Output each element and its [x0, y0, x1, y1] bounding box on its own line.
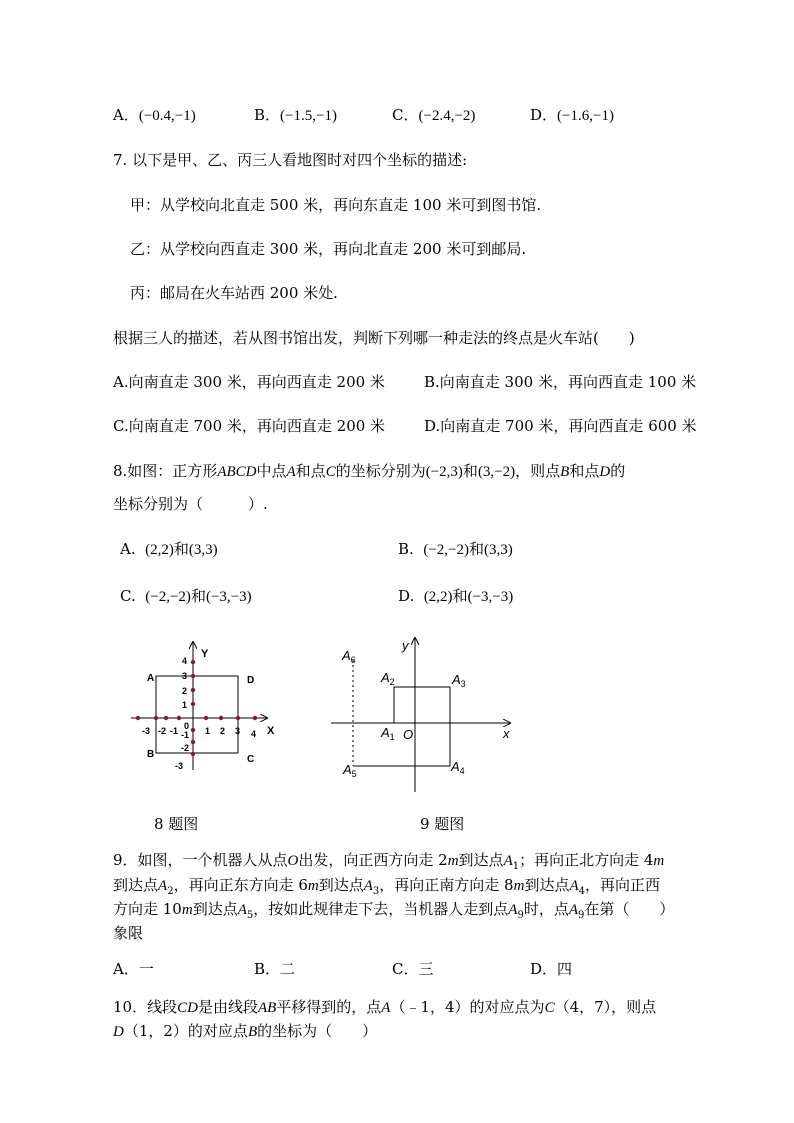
- q7-option-b: B.向南直走 300 米，再向西直走 100 米: [424, 373, 697, 391]
- fig8-caption: 8 题图: [154, 815, 199, 833]
- fig8-xtick: 4: [251, 729, 257, 739]
- q9-option-a: A．一: [113, 960, 154, 978]
- fig8-corner-b: B: [147, 749, 155, 760]
- q9-stem-line3: 方向走 10m到达点$A_5$，按如此规律走下去，当机器人走到点$A_9$时，点$A_9$在第（ ）: [113, 900, 675, 921]
- q10-stem-line2: D（1，2）的对应点B的坐标为（ ）: [113, 1022, 378, 1040]
- fig9-point-a3: $A_3$: [452, 672, 466, 689]
- fig9-point-a5: $A_5$: [343, 762, 357, 779]
- q10-stem-line1: 10．线段CD是由线段AB平移得到的，点A（﹣1，4）的对应点为C（4，7），则点: [113, 998, 657, 1016]
- fig8-x-label: X: [267, 725, 275, 737]
- q6-option-c: C．(−2.4,−2): [392, 106, 476, 124]
- q7-option-a: A.向南直走 300 米，再向西直走 200 米: [113, 373, 385, 391]
- fig8-xtick: -1: [170, 726, 179, 736]
- q9-option-c: C．三: [392, 960, 434, 978]
- q6-option-b: B．(−1.5,−1): [254, 106, 337, 124]
- fig9-point-a6: $A_6$: [342, 648, 356, 665]
- q9-option-d: D．四: [530, 960, 573, 978]
- fig8-xtick: -3: [142, 726, 151, 736]
- q8-stem-line1: 8.如图：正方形ABCD中点A和点C的坐标分别为(−2,3)和(3,−2)，则点B和点D的: [113, 462, 626, 480]
- fig9-x-label: x: [503, 726, 510, 741]
- q6-option-d: D．(−1.6,−1): [530, 106, 614, 124]
- fig8-corner-a: A: [147, 673, 155, 684]
- q8-option-b: B. (−2,−2)和(3,3): [398, 540, 513, 558]
- q9-option-b: B．二: [254, 960, 296, 978]
- fig8-xtick: 1: [205, 726, 211, 736]
- q7-option-d: D.向南直走 700 米，再向西直走 600 米: [424, 417, 697, 435]
- q8-option-c: C. (−2,−2)和(−3,−3): [120, 587, 252, 605]
- q9-stem-line4: 象限: [113, 924, 144, 942]
- fig8-ytick: 2: [182, 686, 188, 696]
- q7-question: 根据三人的描述，若从图书馆出发，判断下列哪一种走法的终点是火车站( ): [113, 329, 635, 347]
- fig8-ytick: 3: [182, 671, 188, 681]
- fig8-ytick: -3: [175, 761, 184, 771]
- fig8-y-label: Y: [201, 648, 209, 660]
- fig9-point-a2: $A_2$: [381, 670, 395, 687]
- fig9-robot-path: [353, 687, 450, 766]
- fig8-ytick: 4: [182, 656, 188, 666]
- figure-8: [125, 630, 285, 780]
- q9-stem-line2: 到达点$A_2$，再向正东方向走 6m到达点$A_3$，再向正南方向走 8m到达点$A_4$，再向正西: [113, 876, 661, 897]
- q8-stem-line2: 坐标分别为（ ）.: [113, 495, 268, 513]
- q7-statement-jia: 甲：从学校向北直走 500 米，再向东直走 100 米可到图书馆.: [130, 196, 542, 214]
- fig9-point-a1: $A_1$: [381, 725, 395, 742]
- q9-stem-line1: 9．如图，一个机器人从点O出发，向正西方向走 2m到达点$A_1$；再向正北方向走 4m: [113, 851, 665, 872]
- q6-option-a: A．(−0.4,−1): [113, 106, 196, 124]
- q7-stem: 7. 以下是甲、乙、丙三人看地图时对四个坐标的描述:: [113, 151, 468, 169]
- fig9-y-label: y: [402, 638, 409, 653]
- fig8-square: [156, 676, 241, 753]
- q7-option-c: C.向南直走 700 米，再向西直走 200 米: [113, 417, 386, 435]
- fig8-corner-c: C: [247, 754, 255, 765]
- fig9-origin-label: O: [403, 727, 414, 742]
- fig8-ytick: -2: [181, 743, 190, 753]
- q8-option-d: D. (2,2)和(−3,−3): [398, 587, 514, 605]
- fig8-ytick: 0: [184, 721, 190, 731]
- fig9-point-a4: $A_4$: [451, 759, 465, 776]
- figure-9: [325, 630, 520, 795]
- fig8-ytick: 1: [182, 700, 188, 710]
- fig8-ytick: -1: [181, 730, 190, 740]
- q8-option-a: A. (2,2)和(3,3): [120, 540, 218, 558]
- fig8-xtick: 3: [235, 726, 241, 736]
- q7-statement-bing: 丙：邮局在火车站西 200 米处.: [130, 284, 338, 302]
- fig8-xtick: -2: [158, 726, 167, 736]
- fig8-corner-d: D: [247, 675, 255, 686]
- fig9-caption: 9 题图: [420, 815, 465, 833]
- q7-statement-yi: 乙：从学校向西直走 300 米，再向北直走 200 米可到邮局.: [130, 240, 527, 258]
- fig8-xtick: 2: [220, 726, 226, 736]
